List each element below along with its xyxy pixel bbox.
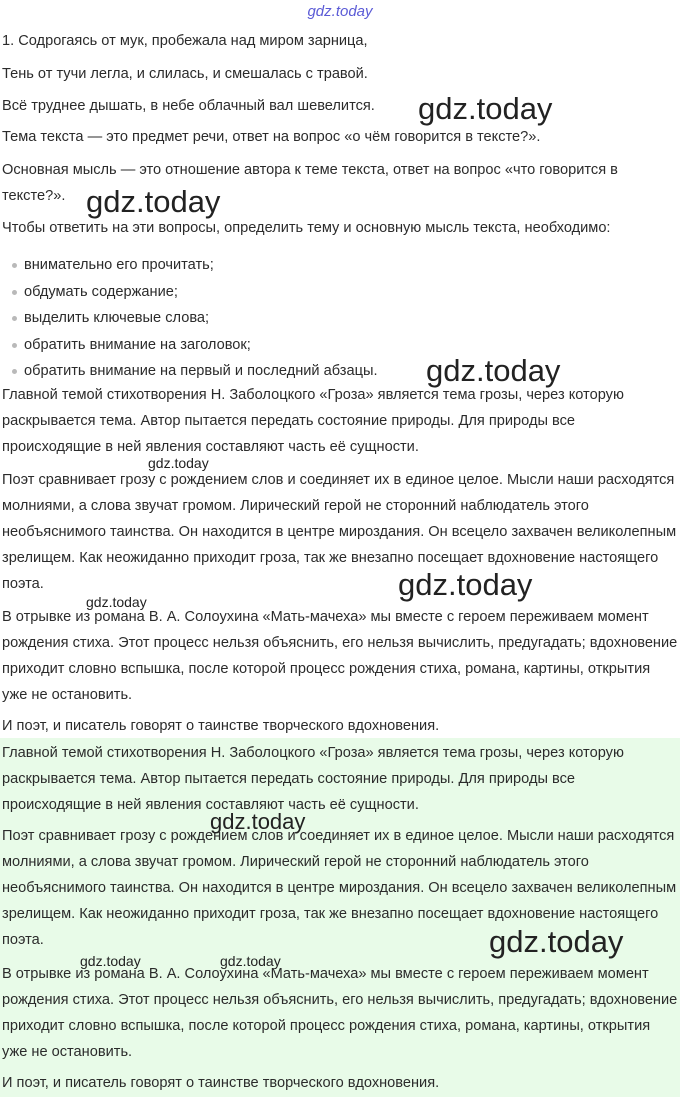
watermark: gdz.today [418, 91, 553, 126]
poem-line-3: Всё труднее дышать, в небе облачный вал шевелится. [2, 98, 375, 114]
answer-paragraph-3: В отрывке из романа В. А. Солоухина «Мать-мачеха» мы вместе с героем переживаем момент рождения стиха. Этот процесс нельзя объяснить, его нельзя вычислить, предугадать; вдохновение приходит словно вспышка, после которой процесс рождения стиха, романа, картины, открытия уже не остановить. [2, 609, 678, 703]
highlight-paragraph-4: И поэт, и писатель говорят о таинстве творческого вдохновения. [2, 1075, 440, 1091]
idea-definition: Основная мысль — это отношение автора к теме текста, ответ на вопрос «что говорится в тексте?». [2, 162, 618, 204]
theme-definition: Тема текста — это предмет речи, ответ на вопрос «о чём говорится в тексте?». [2, 129, 541, 145]
watermark: gdz.today [210, 809, 306, 834]
watermark: gdz.today [86, 594, 147, 610]
steps-list [0, 252, 676, 385]
list-item: обратить внимание на первый и последний абзацы. [0, 358, 676, 385]
answer-paragraph-4: И поэт, и писатель говорят о таинстве творческого вдохновения. [2, 718, 440, 734]
list-item: обдумать содержание; [0, 279, 676, 306]
answer-paragraph-2: Поэт сравнивает грозу с рождением слов и соединяет их в единое целое. Мысли наши расходятся молниями, а слова звучат громом. Лирический герой не сторонний наблюдатель этого необъяснимого таинства. Он находится в центре мироздания. Он всецело захвачен великолепным зрелищем. Как неожиданно приходит гроза, так же внезапно посещает вдохновение настоящего поэта. [2, 472, 677, 592]
list-item: обратить внимание на заголовок; [0, 332, 676, 359]
highlight-paragraph-2: Поэт сравнивает грозу с рождением слов и соединяет их в единое целое. Мысли наши расходятся молниями, а слова звучат громом. Лирический герой не сторонний наблюдатель этого необъяснимого таинства. Он находится в центре мироздания. Он всецело захвачен великолепным зрелищем. Как неожиданно приходит гроза, так же внезапно посещает вдохновение настоящего поэта. [2, 828, 677, 948]
answer-paragraph-1: Главной темой стихотворения Н. Заболоцкого «Гроза» является тема грозы, через которую раскрывается тема. Автор пытается передать состояние природы. Для природы все происходящие в ней явления составляют часть её сущности. [2, 387, 624, 455]
list-item: выделить ключевые слова; [0, 305, 676, 332]
watermark: gdz.today [86, 184, 221, 219]
watermark: gdz.today [489, 924, 624, 959]
site-logo[interactable]: gdz.today [307, 3, 373, 20]
watermark: gdz.today [148, 455, 209, 471]
highlight-paragraph-1: Главной темой стихотворения Н. Заболоцкого «Гроза» является тема грозы, через которую раскрывается тема. Автор пытается передать состояние природы. Для природы все происходящие в ней явления составляют часть её сущности. [2, 745, 624, 813]
list-item: внимательно его прочитать; [0, 252, 676, 279]
watermark: gdz.today [398, 567, 533, 602]
highlight-paragraph-3: В отрывке из романа В. А. Солоухина «Мать-мачеха» мы вместе с героем переживаем момент рождения стиха. Этот процесс нельзя объяснить, его нельзя вычислить, предугадать; вдохновение приходит словно вспышка, после которой процесс рождения стиха, романа, картины, открытия уже не остановить. [2, 966, 678, 1060]
watermark: gdz.today [426, 353, 561, 388]
howto-text: Чтобы ответить на эти вопросы, определить тему и основную мысль текста, необходимо: [2, 220, 611, 236]
watermark: gdz.today [80, 953, 141, 969]
poem-line-2: Тень от тучи легла, и слилась, и смешалась с травой. [2, 66, 368, 82]
poem-line-1: 1. Содрогаясь от мук, пробежала над миром зарница, [2, 33, 368, 49]
watermark: gdz.today [220, 953, 281, 969]
